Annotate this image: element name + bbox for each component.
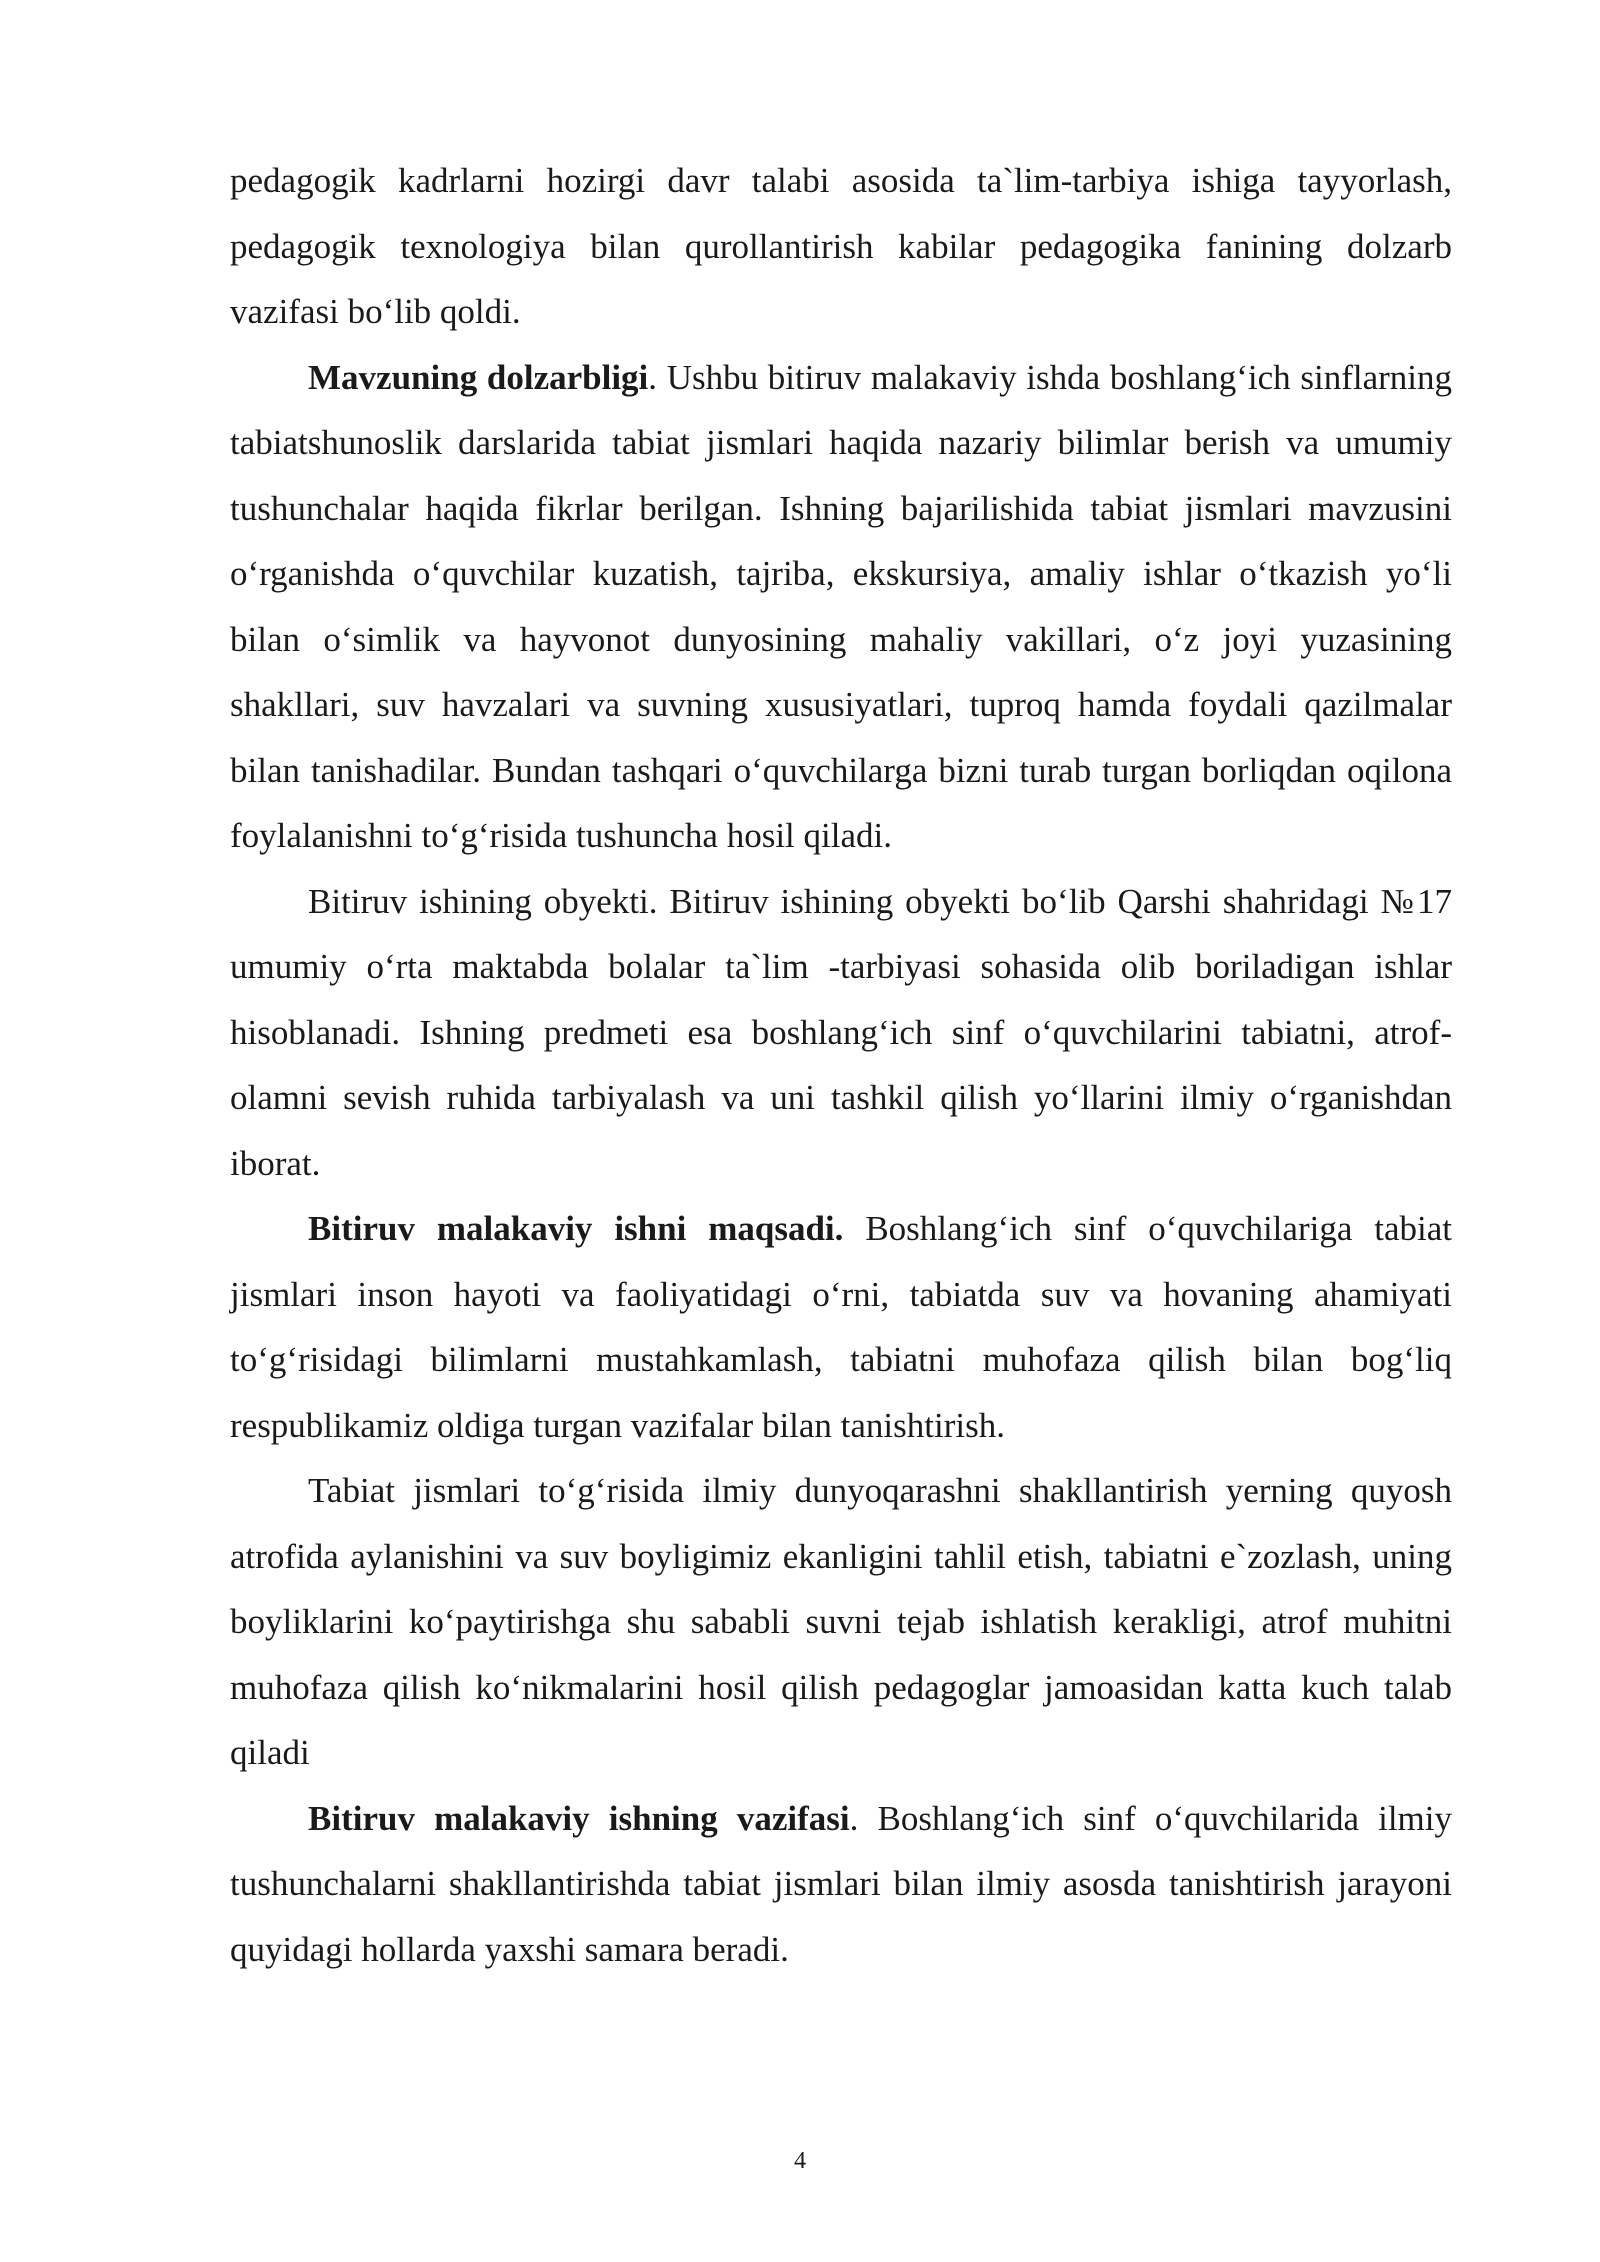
paragraph-heading: Bitiruv malakaviy ishni maqsadi. — [308, 1209, 844, 1248]
paragraph-text: . Boshlang‘ich sinf o‘quvchilarida ilmiy tushunchalarni shakllantirishda tabiat jismlari bilan ilmiy asosda tanishtirish jarayoni quyidagi hollarda yaxshi samara beradi. — [230, 1798, 1452, 1969]
paragraph-tasks — [230, 1786, 1452, 1983]
paragraph-text: . Ushbu bitiruv malakaviy ishda boshlang‘ich sinflarning tabiatshunoslik darslarida tabiat jismlari haqida nazariy bilimlar berish va umumiy tushunchalar haqida fikrlar berilgan. Ishning bajarilishida tabiat jismlari mavzusini o‘rganishda o‘quvchilar kuzatish, tajriba, ekskursiya, amaliy ishlar o‘tkazish yo‘li bilan o‘simlik va hayvonot dunyosining mahaliy vakillari, o‘z joyi yuzasining shakllari, suv havzalari va suvning xususiyatlari, tuproq hamda foydali qazilmalar bilan tanishadilar. Bundan tashqari o‘quvchilarga bizni turab turgan borliqdan oqilona foylalanishni to‘g‘risida tushuncha hosil qiladi. — [230, 357, 1452, 855]
paragraph-object — [230, 869, 1452, 1197]
paragraph-heading: Bitiruv malakaviy ishning vazifasi — [308, 1798, 850, 1838]
paragraph-text: Tabiat jismlari to‘g‘risida ilmiy dunyoqarashni shakllantirish yerning quyosh atrofida aylanishini va suv boyligimiz ekanligini tahlil etish, tabiatni e`zozlash, uning boyliklarini ko‘paytirishga shu sababli suvni tejab ishlatish kerakligi, atrof muhitni muhofaza qilish ko‘nikmalarini hosil qilish pedagoglar jamoasidan katta kuch talab qiladi — [230, 1471, 1452, 1772]
paragraph-goal — [230, 1196, 1452, 1458]
paragraph-text: Boshlang‘ich sinf o‘quvchilariga tabiat jismlari inson hayoti va faoliyatidagi o‘rni, tabiatda suv va hovaning ahamiyati to‘g‘risidagi bilimlarni mustahkamlash, tabiatni muhofaza qilish bilan bog‘liq respublikamiz oldiga turgan vazifalar bilan tanishtirish. — [230, 1209, 1453, 1445]
paragraph-text: pedagogik kadrlarni hozirgi davr talabi asosida ta`lim-tarbiya ishiga tayyorlash, pedagogik texnologiya bilan qurollantirish kabilar pedagogika fanining dolzarb vazifasi bo‘lib qoldi. — [230, 161, 1452, 331]
page-number: 4 — [794, 2148, 806, 2174]
paragraph-text: Bitiruv ishining obyekti. Bitiruv ishining obyekti bo‘lib Qarshi shahridagi №17 umumiy o‘rta maktabda bolalar ta`lim -tarbiyasi sohasida olib boriladigan ishlar hisoblanadi. Ishning predmeti esa boshlang‘ich sinf o‘quvchilarini tabiatni, atrof-olamni sevish ruhida tarbiyalash va uni tashkil qilish yo‘llarini ilmiy o‘rganishdan iborat. — [230, 881, 1452, 1183]
paragraph-intro-continuation — [230, 148, 1452, 345]
paragraph-relevance — [230, 345, 1452, 869]
paragraph-worldview — [230, 1458, 1452, 1786]
document-page — [230, 148, 1452, 1982]
paragraph-heading: Mavzuning dolzarbligi — [308, 357, 649, 397]
